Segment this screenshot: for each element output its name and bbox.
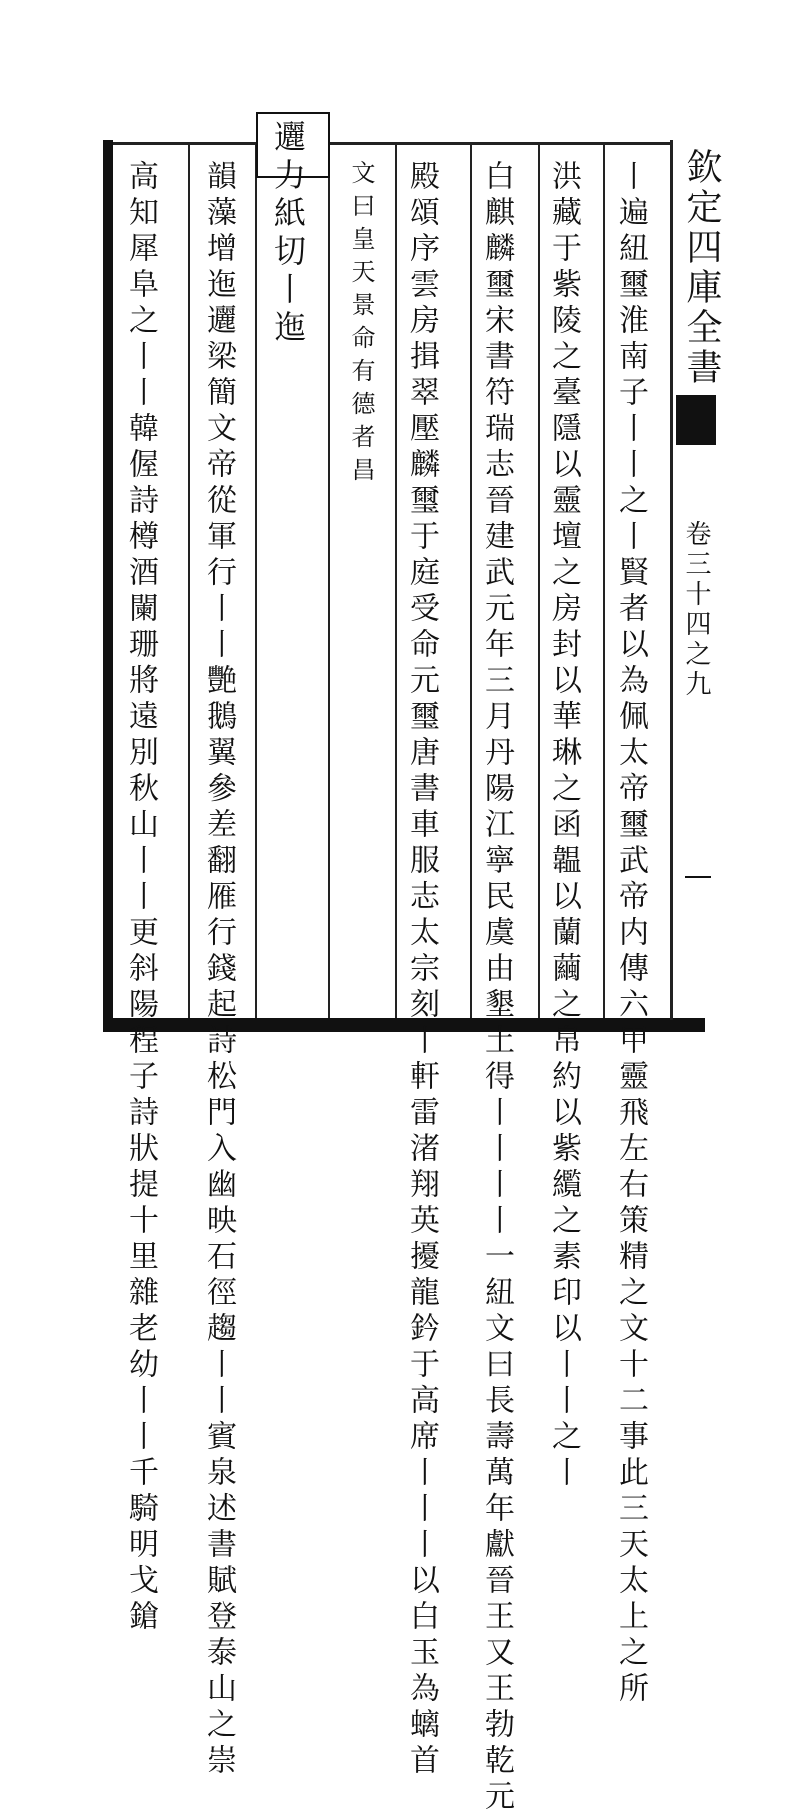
frame-left-border bbox=[103, 140, 113, 1030]
column-rule bbox=[255, 145, 257, 1018]
column-rule bbox=[538, 145, 540, 1018]
text-column-4: 殿頌序雲房揖翠壓麟璽于庭受命元璽唐書車服志太宗刻丨軒雷渚翔英擾龍鈐于高席丨丨丨以白玉為螭首 bbox=[404, 160, 439, 1780]
text-column-8: 高知犀阜之丨丨韓偓詩樽酒闌珊將遠別秋山丨丨更斜陽程子詩狀提十里雜老幼丨丨千騎明戈鎗 bbox=[123, 160, 158, 1636]
margin-tick bbox=[685, 876, 711, 878]
text-column-6: 邐力紙切丨迤 bbox=[269, 120, 307, 348]
column-rule bbox=[470, 145, 472, 1018]
text-column-7: 韻藻增迤邐梁簡文帝從軍行丨丨艷鵝翼參差翻雁行錢起詩松門入幽映石徑趨丨丨賓泉述書賦登泰山之崇 bbox=[201, 160, 236, 1780]
column-rule bbox=[188, 145, 190, 1018]
text-column-5: 文曰皇天景命有德者昌 bbox=[347, 160, 375, 490]
book-title: 欽定四庫全書 bbox=[681, 148, 722, 388]
column-rule bbox=[395, 145, 397, 1018]
text-column-2: 洪藏于紫陵之臺隱以靈壇之房封以華琳之函韞以蘭繭之帛約以紫䌫之素印以丨丨之丨 bbox=[546, 160, 581, 1492]
column-rule bbox=[603, 145, 605, 1018]
volume-label: 卷三十四之九 bbox=[681, 520, 711, 700]
text-column-1: 丨遍紐璽淮南子丨丨之丨賢者以為佩太帝璽武帝内傳六甲靈飛左右策精之文十二事此三天太上之所 bbox=[613, 160, 648, 1708]
column-rule bbox=[328, 145, 330, 1018]
frame-right-line bbox=[670, 140, 673, 1020]
frame-top-line bbox=[110, 142, 670, 145]
text-column-3: 白麒麟璽宋書符瑞志晉建武元年三月丹陽江寧民虞由墾土得丨丨丨丨一紐文曰長壽萬年獻晉王又王勃乾元 bbox=[479, 160, 514, 1816]
fishtail-mark bbox=[676, 395, 716, 445]
